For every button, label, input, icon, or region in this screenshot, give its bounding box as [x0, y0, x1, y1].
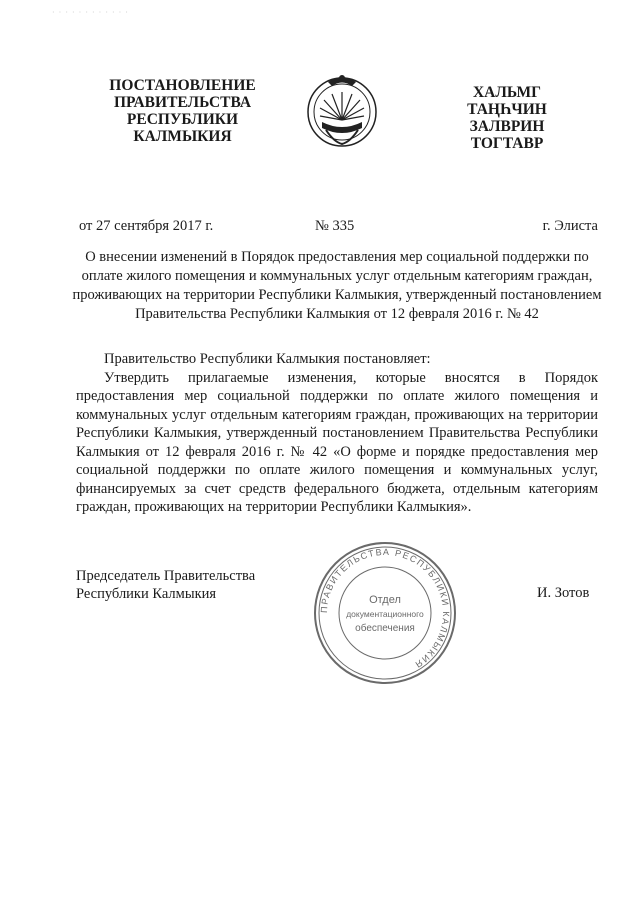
official-stamp: [312, 540, 458, 686]
header-right-title: [452, 84, 562, 152]
stamp-outer-text-path: ПРАВИТЕЛЬСТВА РЕСПУБЛИКИ КАЛМЫКИЯ: [318, 546, 452, 671]
signatory-role: [76, 567, 255, 603]
header-right-line: ХАЛЬМГ: [472, 84, 542, 101]
document-number: № 335: [315, 218, 355, 234]
kalmykia-emblem-icon: [304, 70, 380, 150]
stamp-center-line: Отдел: [369, 594, 401, 606]
header-left-title: [100, 77, 265, 145]
document-city: г. Элиста: [542, 218, 598, 234]
header-left-line: ПОСТАНОВЛЕНИЕ: [109, 77, 256, 94]
document-title: О внесении изменений в Порядок предоставления мер социальной поддержки по оплате жилого помещения и коммунальных услуг отдельным категориям граждан, проживающих на территории Республики Калмыкия, утвержденный постановлением Правительства Республики Калмыкия от 12 февраля 2016 г. № 42: [72, 249, 602, 322]
header-left-line: РЕСПУБЛИКИ: [126, 111, 239, 128]
header-right-line: ЗАЛВРИН: [469, 118, 545, 135]
signatory-role-line: Республики Калмыкия: [76, 586, 217, 602]
stamp-center-line: документационного: [346, 609, 424, 619]
document-body: [76, 350, 598, 517]
header-right-line: ТОГТАВР: [470, 135, 544, 152]
scan-artifact: · · · · · · · · · · · ·: [52, 8, 129, 17]
document-date: от 27 сентября 2017 г.: [79, 218, 214, 234]
body-paragraph: Правительство Республики Калмыкия постановляет:: [104, 351, 431, 367]
stamp-center-line: обеспечения: [355, 623, 415, 634]
header-left-line: КАЛМЫКИЯ: [133, 128, 232, 145]
body-paragraph: Утвердить прилагаемые изменения, которые вносятся в Порядок предоставления мер социальной поддержки по оплате жилого помещения и коммунальных услуг отдельным категориям граждан, проживающих на территории Республики Калмыкия, утвержденный постановлением Правительства Республики Калмыкия от 12 февраля 2016 г. № 42 «О форме и порядке предоставления мер социальной поддержки по оплате жилого помещения и коммунальных услуг, финансируемых за счет средств федерального бюджета, отдельным категориям граждан, проживающих на территории Республики Калмыкия».: [76, 369, 598, 515]
header-right-line: ТАҢҺЧИН: [467, 101, 547, 118]
signatory-name: И. Зотов: [537, 585, 590, 601]
header-left-line: ПРАВИТЕЛЬСТВА: [113, 94, 252, 111]
signatory-role-line: Председатель Правительства: [76, 568, 256, 584]
